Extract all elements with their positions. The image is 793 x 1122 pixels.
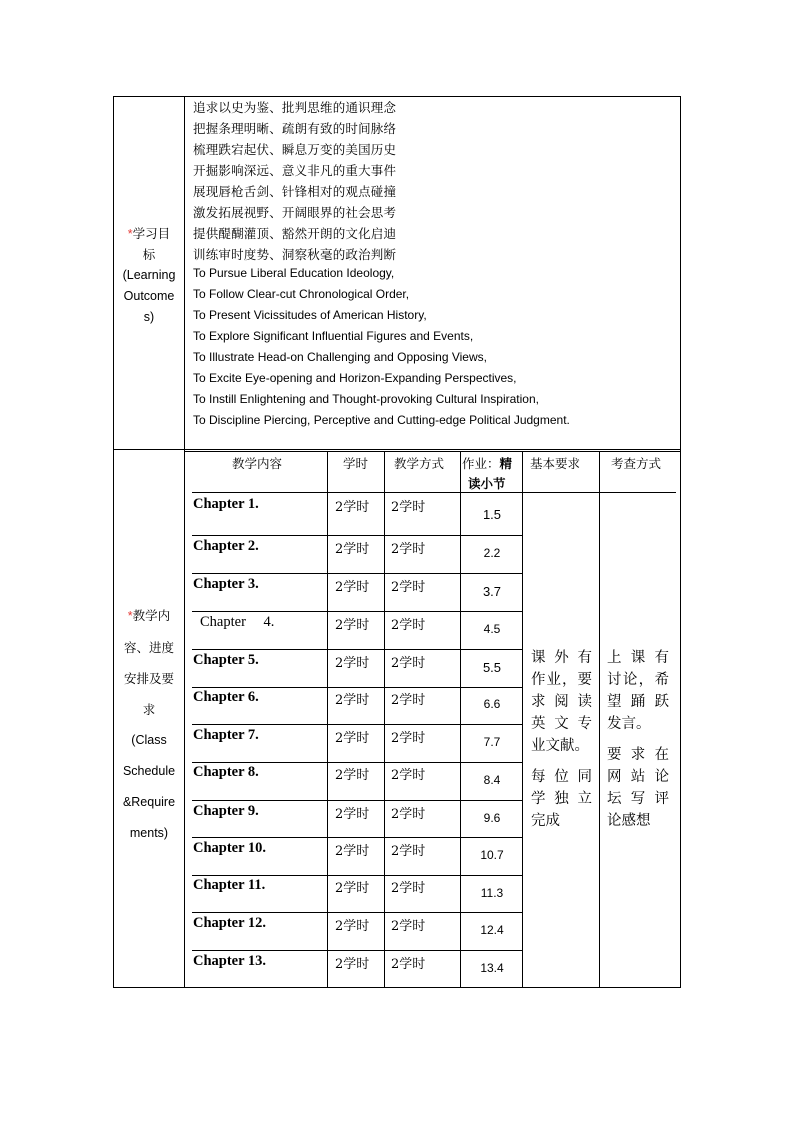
row-divider bbox=[192, 950, 522, 951]
row-divider bbox=[192, 611, 522, 612]
row-divider bbox=[192, 649, 522, 650]
outcome-chinese-line: 激发拓展视野、开阔眼界的社会思考 bbox=[193, 205, 397, 220]
method-cell: 2学时 bbox=[391, 807, 426, 822]
hours-cell: 2学时 bbox=[335, 807, 370, 822]
outcomes-label-line-4: Outcome bbox=[123, 289, 175, 303]
section-cell: 4.5 bbox=[483, 622, 501, 636]
header-homework-prefix: 作业： bbox=[462, 456, 500, 471]
outcome-english-line: To Explore Significant Influential Figures and Events, bbox=[193, 329, 474, 343]
hours-cell: 2学时 bbox=[335, 656, 370, 671]
col-divider-homework bbox=[460, 451, 461, 988]
outcomes-label bbox=[116, 219, 182, 327]
hours-cell: 2学时 bbox=[335, 957, 370, 972]
method-cell: 2学时 bbox=[391, 542, 426, 557]
schedule-label-line-6: Schedule bbox=[122, 764, 176, 778]
method-cell: 2学时 bbox=[391, 580, 426, 595]
method-cell: 2学时 bbox=[391, 919, 426, 934]
row-divider bbox=[192, 875, 522, 876]
outcome-chinese-line: 追求以史为鉴、批判思维的通识理念 bbox=[193, 100, 397, 115]
header-method: 教学方式 bbox=[394, 456, 445, 471]
outcome-chinese-line: 提供醍醐灌顶、豁然开朗的文化启迪 bbox=[193, 226, 397, 241]
outcome-english-line: To Illustrate Head-on Challenging and Opposing Views, bbox=[193, 350, 487, 364]
method-cell: 2学时 bbox=[391, 500, 426, 515]
outcomes-label-line-3: (Learning bbox=[122, 268, 176, 282]
hours-cell: 2学时 bbox=[335, 844, 370, 859]
schedule-label-line-5: (Class bbox=[131, 733, 167, 747]
col-divider-hours bbox=[327, 451, 328, 988]
outcome-english-line: To Follow Clear-cut Chronological Order, bbox=[193, 287, 410, 301]
outcome-chinese-line: 展现唇枪舌剑、针锋相对的观点碰撞 bbox=[193, 184, 397, 199]
method-cell: 2学时 bbox=[391, 693, 426, 708]
method-cell: 2学时 bbox=[391, 768, 426, 783]
section-divider-inner bbox=[184, 451, 681, 452]
section-cell: 13.4 bbox=[480, 961, 504, 975]
table-border-top bbox=[113, 96, 681, 97]
assessment-text: 上课有 讨论，希 望踊跃 发言。 要求在 网站论 坛写评 论感想 bbox=[607, 650, 669, 829]
row-divider bbox=[192, 687, 522, 688]
schedule-label bbox=[116, 600, 182, 849]
chapter-cell: Chapter 6. bbox=[193, 689, 259, 705]
chapter-cell: Chapter 2. bbox=[193, 538, 259, 554]
method-cell: 2学时 bbox=[391, 844, 426, 859]
section-cell: 10.7 bbox=[480, 848, 504, 862]
header-homework-bold: 精 bbox=[499, 456, 513, 471]
required-star: * bbox=[127, 609, 133, 623]
hours-cell: 2学时 bbox=[335, 919, 370, 934]
schedule-label-line-4: 求 bbox=[142, 702, 156, 717]
col-divider-requirements bbox=[522, 451, 523, 988]
header-content: 教学内容 bbox=[232, 456, 283, 471]
row-divider bbox=[192, 912, 522, 913]
hours-cell: 2学时 bbox=[335, 731, 370, 746]
table-border-bottom bbox=[113, 987, 681, 988]
header-divider bbox=[192, 492, 676, 493]
header-homework bbox=[462, 454, 512, 472]
hours-cell: 2学时 bbox=[335, 768, 370, 783]
method-cell: 2学时 bbox=[391, 656, 426, 671]
row-divider bbox=[192, 573, 522, 574]
section-cell: 12.4 bbox=[480, 923, 504, 937]
outcome-english-line: To Instill Enlightening and Thought-provoking Cultural Inspiration, bbox=[193, 392, 539, 406]
chapter-cell: Chapter 12. bbox=[193, 915, 267, 931]
chapter-cell: Chapter 5. bbox=[193, 652, 259, 668]
chapter-cell: Chapter 13. bbox=[193, 953, 267, 969]
row-divider bbox=[192, 837, 522, 838]
section-cell: 9.6 bbox=[483, 811, 501, 825]
row-divider bbox=[192, 535, 522, 536]
chapter-cell: Chapter 10. bbox=[193, 840, 267, 856]
col-divider-assessment bbox=[599, 451, 600, 988]
row-divider bbox=[192, 762, 522, 763]
schedule-label-line-2: 容、进度 bbox=[123, 640, 174, 655]
schedule-label-line-8: ments) bbox=[129, 826, 169, 840]
chapter-cell: Chapter 8. bbox=[193, 764, 259, 780]
chapter-cell: Chapter 1. bbox=[193, 496, 259, 512]
section-cell: 1.5 bbox=[482, 507, 502, 522]
chapter-cell: Chapter 7. bbox=[193, 727, 259, 743]
chapter-cell: Chapter 11. bbox=[193, 877, 266, 893]
header-requirements: 基本要求 bbox=[530, 456, 581, 471]
outcome-english-line: To Pursue Liberal Education Ideology, bbox=[193, 266, 395, 280]
hours-cell: 2学时 bbox=[335, 542, 370, 557]
section-divider bbox=[113, 449, 681, 450]
section-cell: 2.2 bbox=[483, 546, 501, 560]
method-cell: 2学时 bbox=[391, 881, 426, 896]
label-column-divider bbox=[184, 96, 185, 988]
outcome-english-line: To Excite Eye-opening and Horizon-Expanding Perspectives, bbox=[193, 371, 517, 385]
row-divider bbox=[192, 800, 522, 801]
outcome-chinese-line: 训练审时度势、洞察秋毫的政治判断 bbox=[193, 247, 397, 262]
outcomes-label-line-1: *学习目 bbox=[127, 227, 171, 241]
schedule-label-line-3: 安排及要 bbox=[123, 671, 174, 686]
header-hours: 学时 bbox=[343, 456, 369, 471]
outcome-english-line: To Present Vicissitudes of American History, bbox=[193, 308, 427, 322]
outcomes-label-line-2: 标 bbox=[142, 248, 156, 262]
hours-cell: 2学时 bbox=[335, 580, 370, 595]
method-cell: 2学时 bbox=[391, 618, 426, 633]
section-cell: 5.5 bbox=[482, 660, 502, 675]
header-homework-line-2: 读小节 bbox=[468, 476, 506, 491]
chapter-cell: Chapter 3. bbox=[193, 576, 259, 592]
section-cell: 7.7 bbox=[483, 735, 501, 749]
outcomes-label-line-5: s) bbox=[143, 310, 155, 324]
section-cell: 3.7 bbox=[482, 584, 502, 599]
required-star: * bbox=[127, 227, 133, 241]
hours-cell: 2学时 bbox=[335, 500, 370, 515]
hours-cell: 2学时 bbox=[335, 618, 370, 633]
table-border-right bbox=[680, 96, 681, 988]
hours-cell: 2学时 bbox=[335, 693, 370, 708]
outcome-chinese-line: 开掘影响深远、意义非凡的重大事件 bbox=[193, 163, 397, 178]
method-cell: 2学时 bbox=[391, 731, 426, 746]
section-cell: 8.4 bbox=[483, 773, 501, 787]
requirements-text: 课外有 作业，要 求阅读 英文专 业文献。 每位同 学独立 完成 bbox=[531, 650, 592, 829]
outcome-english-line: To Discipline Piercing, Perceptive and Cutting-edge Political Judgment. bbox=[193, 413, 570, 427]
schedule-label-line-7: &Require bbox=[122, 795, 176, 809]
chapter-cell: Chapter 9. bbox=[193, 803, 259, 819]
section-cell: 11.3 bbox=[480, 886, 504, 900]
outcome-chinese-line: 梳理跌宕起伏、瞬息万变的美国历史 bbox=[193, 142, 397, 157]
row-divider bbox=[192, 724, 522, 725]
section-cell: 6.6 bbox=[483, 697, 501, 711]
method-cell: 2学时 bbox=[391, 957, 426, 972]
schedule-label-line-1: *教学内 bbox=[127, 608, 171, 623]
chapter-cell: Chapter 4. bbox=[200, 614, 275, 630]
table-border-left bbox=[113, 96, 114, 988]
hours-cell: 2学时 bbox=[335, 881, 370, 896]
col-divider-method bbox=[384, 451, 385, 988]
outcome-chinese-line: 把握条理明晰、疏朗有致的时间脉络 bbox=[193, 121, 397, 136]
header-assessment: 考查方式 bbox=[611, 456, 662, 471]
